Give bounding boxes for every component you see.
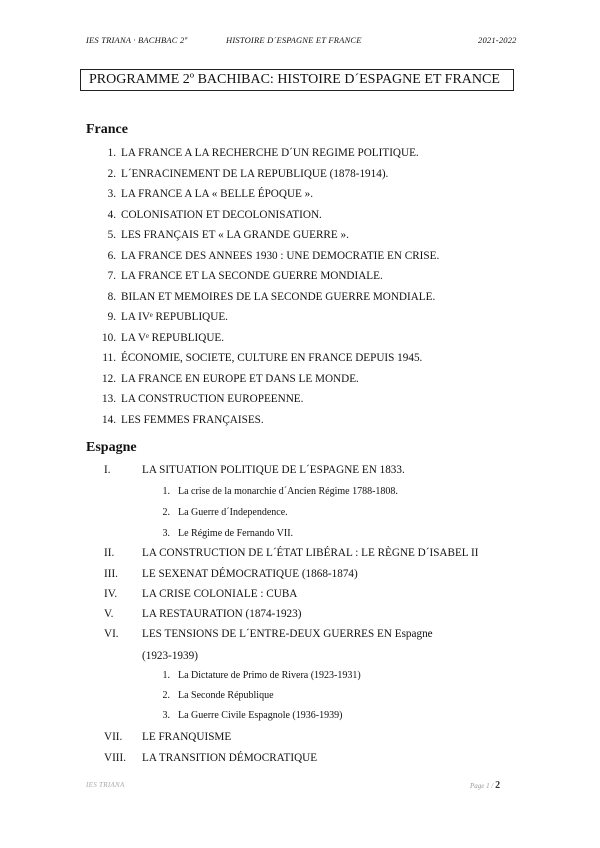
list-item-text: LA CONSTRUCTION EUROPEENNE. bbox=[121, 393, 304, 405]
list-item-text: (1923-1939) bbox=[142, 650, 198, 662]
list-item-number: 11. bbox=[102, 352, 116, 364]
page-total: 2 bbox=[495, 780, 501, 791]
list-item-text: La Guerre Civile Espagnole (1936-1939) bbox=[178, 710, 343, 721]
list-item-number: VI. bbox=[104, 628, 119, 640]
list-item-number: II. bbox=[104, 547, 115, 559]
list-item-number: 1. bbox=[162, 670, 170, 681]
list-item-number: 2. bbox=[162, 507, 170, 518]
list-item-text: La Guerre d´Independence. bbox=[178, 507, 288, 518]
list-item-number: V. bbox=[104, 608, 114, 620]
list-item-number: 2. bbox=[107, 167, 116, 180]
list-item-number: 9. bbox=[107, 311, 116, 323]
list-item-number: 13. bbox=[102, 393, 116, 405]
list-item-text: ÉCONOMIE, SOCIETE, CULTURE EN FRANCE DEPUIS 1945. bbox=[121, 352, 423, 364]
list-item-text: La crise de la monarchie d´Ancien Régime 1788-1808. bbox=[178, 486, 398, 497]
list-item-text: Le Régime de Fernando VII. bbox=[178, 528, 294, 539]
list-item-text: LA RESTAURATION (1874-1923) bbox=[142, 608, 302, 620]
list-item-text: LA CONSTRUCTION DE L´ÉTAT LIBÉRAL : LE RÈGNE D´ISABEL II bbox=[142, 547, 479, 559]
list-item-text: LA SITUATION POLITIQUE DE L´ESPAGNE EN 1833. bbox=[142, 464, 405, 476]
list-item-text: LA FRANCE DES ANNEES 1930 : UNE DEMOCRATIE EN CRISE. bbox=[121, 249, 440, 262]
page-title: PROGRAMME 2º BACHIBAC: HISTOIRE D´ESPAGNE ET FRANCE bbox=[80, 69, 514, 91]
list-item-text: LA FRANCE ET LA SECONDE GUERRE MONDIALE. bbox=[121, 270, 383, 282]
list-item-text: LA FRANCE A LA « BELLE ÉPOQUE ». bbox=[121, 188, 314, 200]
list-item-number: 4. bbox=[107, 208, 116, 221]
header-left: IES TRIANA · BACHBAC 2º bbox=[86, 35, 188, 45]
list-item-number: 14. bbox=[102, 413, 116, 426]
list-item-text: LA TRANSITION DÉMOCRATIQUE bbox=[142, 752, 318, 764]
list-item-text: LES FEMMES FRANÇAISES. bbox=[121, 413, 264, 426]
list-item-text: LA IVᵉ REPUBLIQUE. bbox=[121, 311, 228, 323]
list-item-number: III. bbox=[104, 568, 118, 580]
list-item-text: LE SEXENAT DÉMOCRATIQUE (1868-1874) bbox=[142, 568, 358, 580]
list-item-number: VII. bbox=[104, 731, 123, 743]
list-item-number: 7. bbox=[107, 270, 116, 282]
list-item-text: La Seconde République bbox=[178, 690, 274, 701]
list-item-text: LA CRISE COLONIALE : CUBA bbox=[142, 588, 298, 600]
list-item-number: 1. bbox=[162, 486, 170, 497]
list-item-number: VIII. bbox=[104, 752, 127, 764]
list-item-text: LES FRANÇAIS ET « LA GRANDE GUERRE ». bbox=[121, 229, 349, 241]
list-item-number: 3. bbox=[107, 188, 116, 200]
header-right: 2021-2022 bbox=[478, 35, 517, 45]
list-item-text: LES TENSIONS DE L´ENTRE-DEUX GUERRES EN Espagne bbox=[142, 628, 433, 640]
list-item-number: 10. bbox=[102, 331, 116, 344]
list-item-number: 12. bbox=[102, 372, 116, 385]
list-item-number: 6. bbox=[107, 249, 116, 262]
list-item-text: LE FRANQUISME bbox=[142, 731, 232, 743]
list-item-number: 2. bbox=[162, 690, 170, 701]
list-item-number: I. bbox=[104, 464, 111, 476]
list-item-text: LA FRANCE EN EUROPE ET DANS LE MONDE. bbox=[121, 372, 359, 385]
list-item-text: COLONISATION ET DECOLONISATION. bbox=[121, 208, 322, 221]
list-item-text: LA Vᵉ REPUBLIQUE. bbox=[121, 331, 225, 344]
section-heading-france: France bbox=[86, 122, 128, 137]
list-item-text: L´ENRACINEMENT DE LA REPUBLIQUE (1878-1914). bbox=[121, 167, 389, 180]
list-item-number: 3. bbox=[162, 710, 170, 721]
list-item-text: LA FRANCE A LA RECHERCHE D´UN REGIME POLITIQUE. bbox=[121, 147, 419, 159]
list-item-text: BILAN ET MEMOIRES DE LA SECONDE GUERRE MONDIALE. bbox=[121, 290, 436, 303]
page-label: Page 1 / bbox=[470, 782, 494, 790]
list-item-number: 5. bbox=[107, 229, 116, 241]
list-item-number: 8. bbox=[107, 290, 116, 303]
page-number bbox=[470, 780, 500, 791]
list-item-number: 1. bbox=[107, 147, 116, 159]
section-heading-espagne: Espagne bbox=[86, 440, 137, 455]
list-item-number: 3. bbox=[162, 528, 170, 539]
list-item-number: IV. bbox=[104, 588, 118, 600]
header-center: HISTOIRE D´ESPAGNE ET FRANCE bbox=[226, 35, 362, 45]
footer-school: IES TRIANA bbox=[86, 781, 125, 789]
list-item-text: La Dictature de Primo de Rivera (1923-1931) bbox=[178, 670, 361, 681]
